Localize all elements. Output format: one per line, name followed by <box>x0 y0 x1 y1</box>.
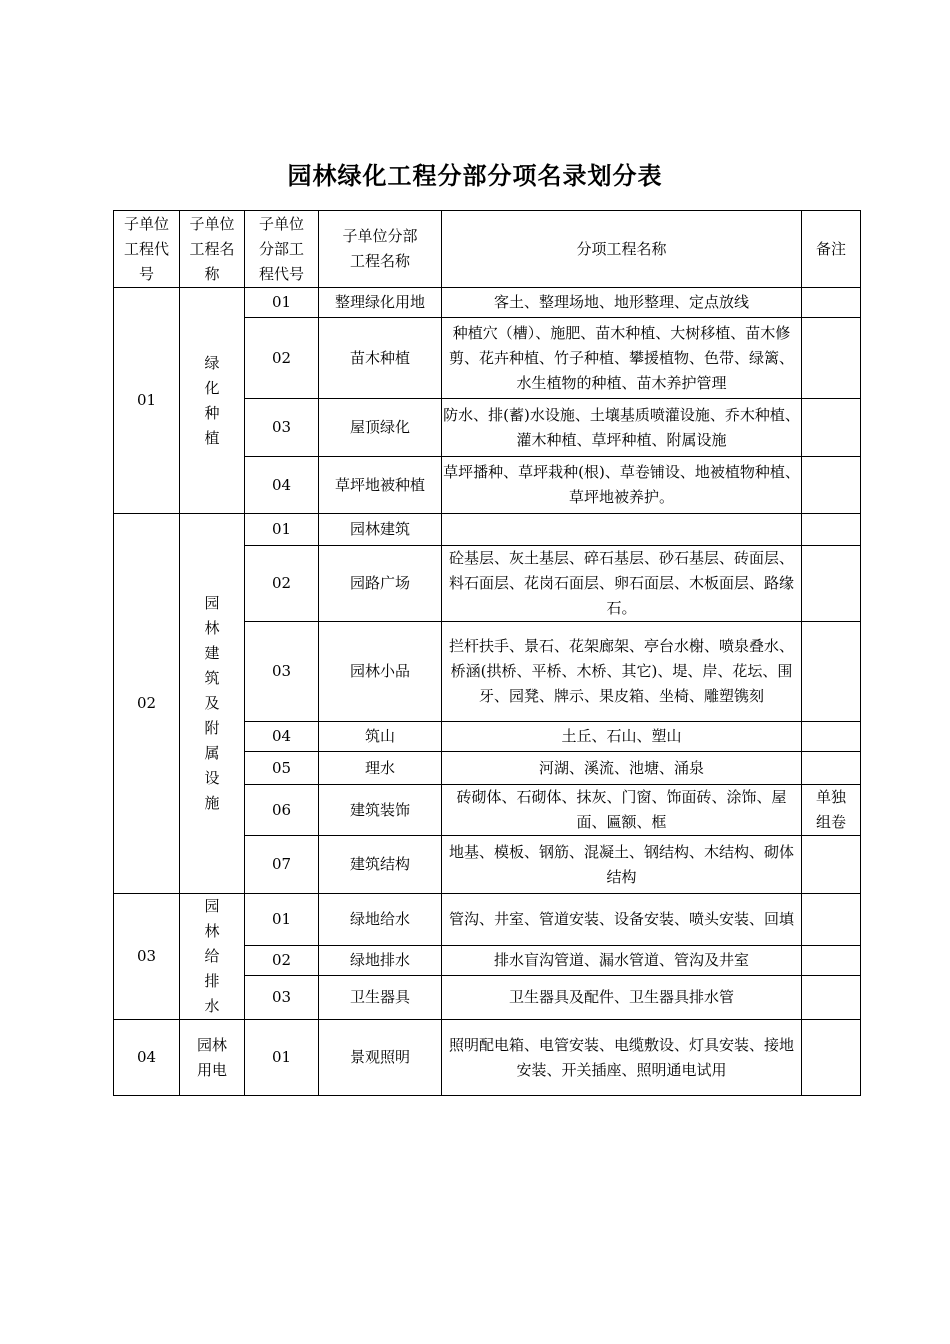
item-names: 河湖、溪流、池塘、涌泉 <box>442 752 802 785</box>
subpart-name: 绿地给水 <box>319 894 442 946</box>
remarks <box>802 836 861 894</box>
item-names: 地基、模板、钢筋、混凝土、钢结构、木结构、砌体结构 <box>442 836 802 894</box>
subpart-name: 草坪地被种植 <box>319 457 442 514</box>
table-row <box>114 1020 861 1096</box>
subpart-name: 整理绿化用地 <box>319 288 442 318</box>
subpart-name: 苗木种植 <box>319 318 442 399</box>
remarks <box>802 399 861 457</box>
subpart-name: 筑山 <box>319 722 442 752</box>
item-names: 砼基层、灰土基层、碎石基层、砂石基层、砖面层、料石面层、花岗石面层、卵石面层、木板面层、路缘石。 <box>442 546 802 622</box>
unit-name: 绿化种植 <box>204 353 220 447</box>
remarks <box>802 622 861 722</box>
subpart-name: 卫生器具 <box>319 976 442 1020</box>
table-row <box>114 894 861 946</box>
subpart-name: 园路广场 <box>319 546 442 622</box>
unit-code: 04 <box>114 1020 180 1096</box>
subpart-code: 01 <box>245 514 319 546</box>
remarks <box>802 722 861 752</box>
subpart-code: 02 <box>245 546 319 622</box>
header-unit-name: 子单位工程名称 <box>189 214 235 283</box>
item-names: 草坪播种、草坪栽种(根)、草卷铺设、地被植物种植、草坪地被养护。 <box>442 457 802 514</box>
remarks <box>802 1020 861 1096</box>
remarks <box>802 288 861 318</box>
subpart-code: 06 <box>245 785 319 836</box>
remarks <box>802 976 861 1020</box>
remarks <box>802 546 861 622</box>
header-remarks: 备注 <box>802 211 861 288</box>
remarks <box>802 318 861 399</box>
subpart-code: 01 <box>245 288 319 318</box>
subpart-code: 02 <box>245 946 319 976</box>
header-subpart-name: 子单位分部工程名称 <box>342 227 418 270</box>
remarks <box>802 946 861 976</box>
item-names: 防水、排(蓄)水设施、土壤基质喷灌设施、乔木种植、灌木种植、草坪种植、附属设施 <box>442 399 802 457</box>
subpart-code: 03 <box>245 399 319 457</box>
header-unit-code: 子单位工程代号 <box>124 214 170 283</box>
remarks <box>802 894 861 946</box>
subpart-code: 03 <box>245 976 319 1020</box>
subpart-code: 01 <box>245 1020 319 1096</box>
subpart-code: 03 <box>245 622 319 722</box>
remarks <box>802 752 861 785</box>
unit-code: 01 <box>114 288 180 514</box>
remarks <box>802 457 861 514</box>
subpart-name: 绿地排水 <box>319 946 442 976</box>
item-names: 排水盲沟管道、漏水管道、管沟及井室 <box>442 946 802 976</box>
subpart-name: 建筑结构 <box>319 836 442 894</box>
unit-name: 园林用电 <box>197 1035 228 1079</box>
remarks: 单独组卷 <box>816 788 847 831</box>
item-names: 照明配电箱、电管安装、电缆敷设、灯具安装、接地安装、开关插座、照明通电试用 <box>442 1020 802 1096</box>
subpart-code: 04 <box>245 722 319 752</box>
subpart-code: 04 <box>245 457 319 514</box>
subpart-code: 05 <box>245 752 319 785</box>
item-names: 种植穴（槽）、施肥、苗木种植、大树移植、苗木修剪、花卉种植、竹子种植、攀援植物、色带、绿篱、水生植物的种植、苗木养护管理 <box>442 318 802 399</box>
item-names <box>442 514 802 546</box>
page-title: 园林绿化工程分部分项名录划分表 <box>287 162 663 190</box>
subpart-code: 01 <box>245 894 319 946</box>
header-subpart-code: 子单位分部工程代号 <box>258 214 304 283</box>
subpart-name: 园林建筑 <box>319 514 442 546</box>
item-names: 砖砌体、石砌体、抹灰、门窗、饰面砖、涂饰、屋面、匾额、框 <box>442 785 802 836</box>
subpart-code: 07 <box>245 836 319 894</box>
table-row <box>114 514 861 546</box>
item-names: 管沟、井室、管道安装、设备安装、喷头安装、回填 <box>442 894 802 946</box>
unit-code: 03 <box>114 894 180 1020</box>
item-names: 拦杆扶手、景石、花架廊架、亭台水榭、喷泉叠水、桥涵(拱桥、平桥、木桥、其它)、堤、岸、花坛、围牙、园凳、牌示、果皮箱、坐椅、雕塑镌刻 <box>442 622 802 722</box>
unit-name: 园林给排水 <box>204 897 220 1015</box>
remarks <box>802 514 861 546</box>
subpart-name: 理水 <box>319 752 442 785</box>
subpart-name: 景观照明 <box>319 1020 442 1096</box>
item-names: 土丘、石山、塑山 <box>442 722 802 752</box>
header-row <box>114 211 861 288</box>
header-item-names: 分项工程名称 <box>442 211 802 288</box>
item-names: 卫生器具及配件、卫生器具排水管 <box>442 976 802 1020</box>
unit-name: 园林建筑及附属设施 <box>204 594 220 812</box>
subpart-name: 建筑装饰 <box>319 785 442 836</box>
subpart-name: 屋顶绿化 <box>319 399 442 457</box>
subpart-code: 02 <box>245 318 319 399</box>
table-row <box>114 288 861 318</box>
item-names: 客土、整理场地、地形整理、定点放线 <box>442 288 802 318</box>
unit-code: 02 <box>114 514 180 894</box>
division-table <box>113 210 861 1096</box>
subpart-name: 园林小品 <box>319 622 442 722</box>
